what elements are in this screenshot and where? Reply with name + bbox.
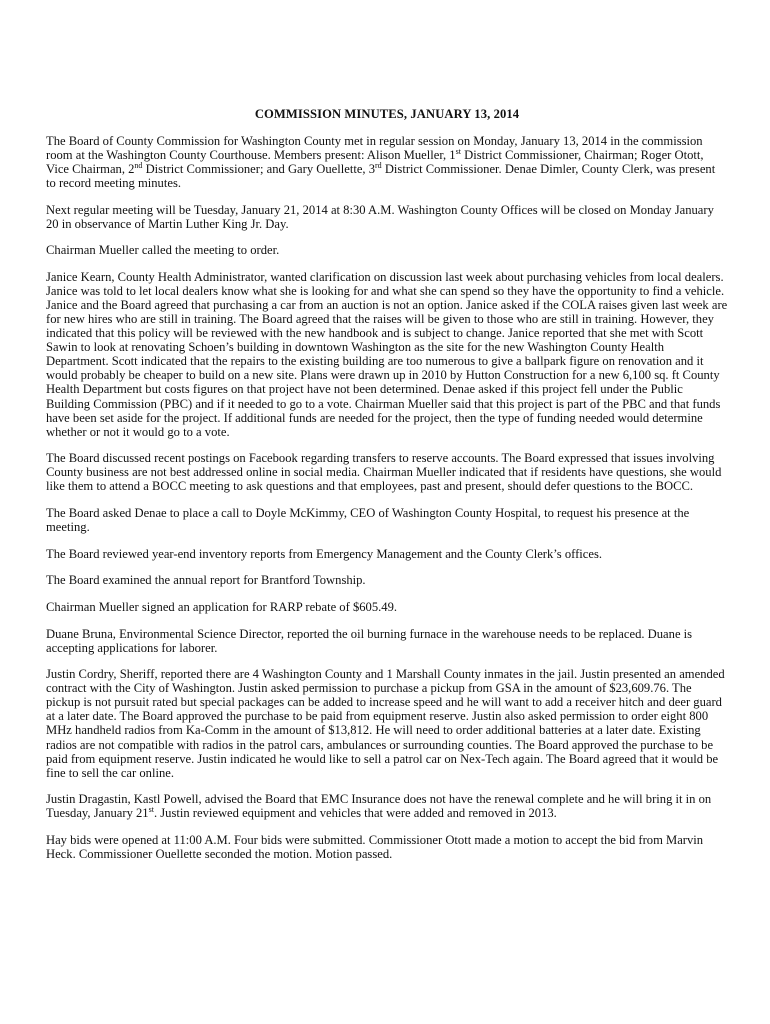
paragraph-inventory-reports: The Board reviewed year-end inventory reports from Emergency Management and the County Clerk’s offices. [46,546,603,561]
ordinal-suffix: nd [134,160,143,170]
paragraph-health-administrator: Janice Kearn, County Health Administrator, wanted clarification on discussion last week about purchasing vehicles from local dealers. Janice was told to let local dealers know what she is looking for and what she can spend so they have the opportunity to find a vehicle. Janice and the Board agreed that purchasing a car from an auction is not an option. Janice asked if the COLA raises given last week are for new hires who are still in training. The Board agreed that the raises will be given to those who are still in training. However, they indicated that this policy will be reviewed with the new handbook and is subject to change. Janice reported that she met with Scott Sawin to look at renovating Schoen’s building in downtown Washington as the site for the new Washington County Health Department. Scott indicated that the repairs to the existing building are too numerous to give a ballpark figure on renovation and it would probably be cheaper to build on a new site. Plans were drawn up in 2010 by Hutton Construction for a new 6,100 sq. ft County Health Department but costs figures on that project have not been determined. Denae asked if this project fell under the Public Building Commission (PBC) and if it needed to go to a vote. Chairman Mueller said that this project is part of the PBC and that funds have been set aside for the project. If additional funds are needed for the project, then the type of funding needed would determine whether or not it would go to a vote. [46,270,728,439]
paragraph-insurance [46,792,728,820]
paragraph-facebook-postings: The Board discussed recent postings on Facebook regarding transfers to reserve accounts. The Board expressed that issues involving County business are not best addressed online in social media. Chairman Mueller indicated that if residents have questions, she would like them to attend a BOCC meeting to ask questions and that employees, past and present, should defer questions to the BOCC. [46,451,722,494]
paragraph-hay-bids: Hay bids were opened at 11:00 A.M. Four bids were submitted. Commissioner Otott made a motion to accept the bid from Marvin Heck. Commissioner Ouellette seconded the motion. Motion passed. [46,832,704,861]
paragraph-meeting-opening [46,134,728,190]
paragraph-next-meeting: Next regular meeting will be Tuesday, January 21, 2014 at 8:30 A.M. Washington County Offices will be closed on Monday January 20 in observance of Martin Luther King Jr. Day. [46,202,714,231]
text-run: District Commissioner. Denae Dimler, County Clerk, was present to record meeting minutes. [46,162,716,191]
paragraph-call-to-order: Chairman Mueller called the meeting to order. [46,243,280,258]
document-title: COMMISSION MINUTES, JANUARY 13, 2014 [254,107,520,121]
ordinal-suffix: rd [375,160,382,170]
paragraph-rarp-rebate: Chairman Mueller signed an application for RARP rebate of $605.49. [46,599,398,614]
text-run: District Commissioner, Chairman; Roger Otott, Vice Chairman, 2 [46,148,704,177]
paragraph-environmental: Duane Bruna, Environmental Science Director, reported the oil burning furnace in the warehouse needs to be replaced. Duane is accepting applications for laborer. [46,626,693,655]
text-run: . Justin reviewed equipment and vehicles that were added and removed in 2013. [153,806,557,821]
paragraph-hospital-ceo: The Board asked Denae to place a call to Doyle McKimmy, CEO of Washington County Hospital, to request his presence at the meeting. [46,506,690,535]
ordinal-suffix: st [455,146,461,156]
text-run: The Board of County Commission for Washington County met in regular session on Monday, January 13, 2014 in the commission room at the Washington County Courthouse. Members present: Alison Mueller, 1 [46,134,703,163]
paragraph-sheriff-report: Justin Cordry, Sheriff, reported there are 4 Washington County and 1 Marshall County inmates in the jail. Justin presented an amended contract with the City of Washington. Justin asked permission to purchase a pickup from GSA in the amount of $23,609.76. The pickup is not pursuit rated but special packages can be added to increase speed and he will want to add a receiver hitch and deer guard at a later date. The Board approved the purchase to be paid from equipment reserve. Justin also asked permission to order eight 800 MHz handheld radios from Ka-Comm in the amount of $13,812. He will need to order additional batteries at a later date. Existing radios are not compatible with radios in the patrol cars, ambulances or surrounding counties. The Board approved the purchase to be paid from equipment reserve. Justin indicated he would like to sell a patrol car on Nex-Tech again. The Board agreed that it would be fine to sell the car online. [46,667,725,780]
paragraph-township-report: The Board examined the annual report for Brantford Township. [46,573,366,588]
ordinal-suffix: st [148,805,154,815]
text-run: District Commissioner; and Gary Ouellette, 3 [142,162,376,177]
text-run: Justin Dragastin, Kastl Powell, advised the Board that EMC Insurance does not have the renewal complete and he will bring it in on Tuesday, January 21 [46,792,712,821]
